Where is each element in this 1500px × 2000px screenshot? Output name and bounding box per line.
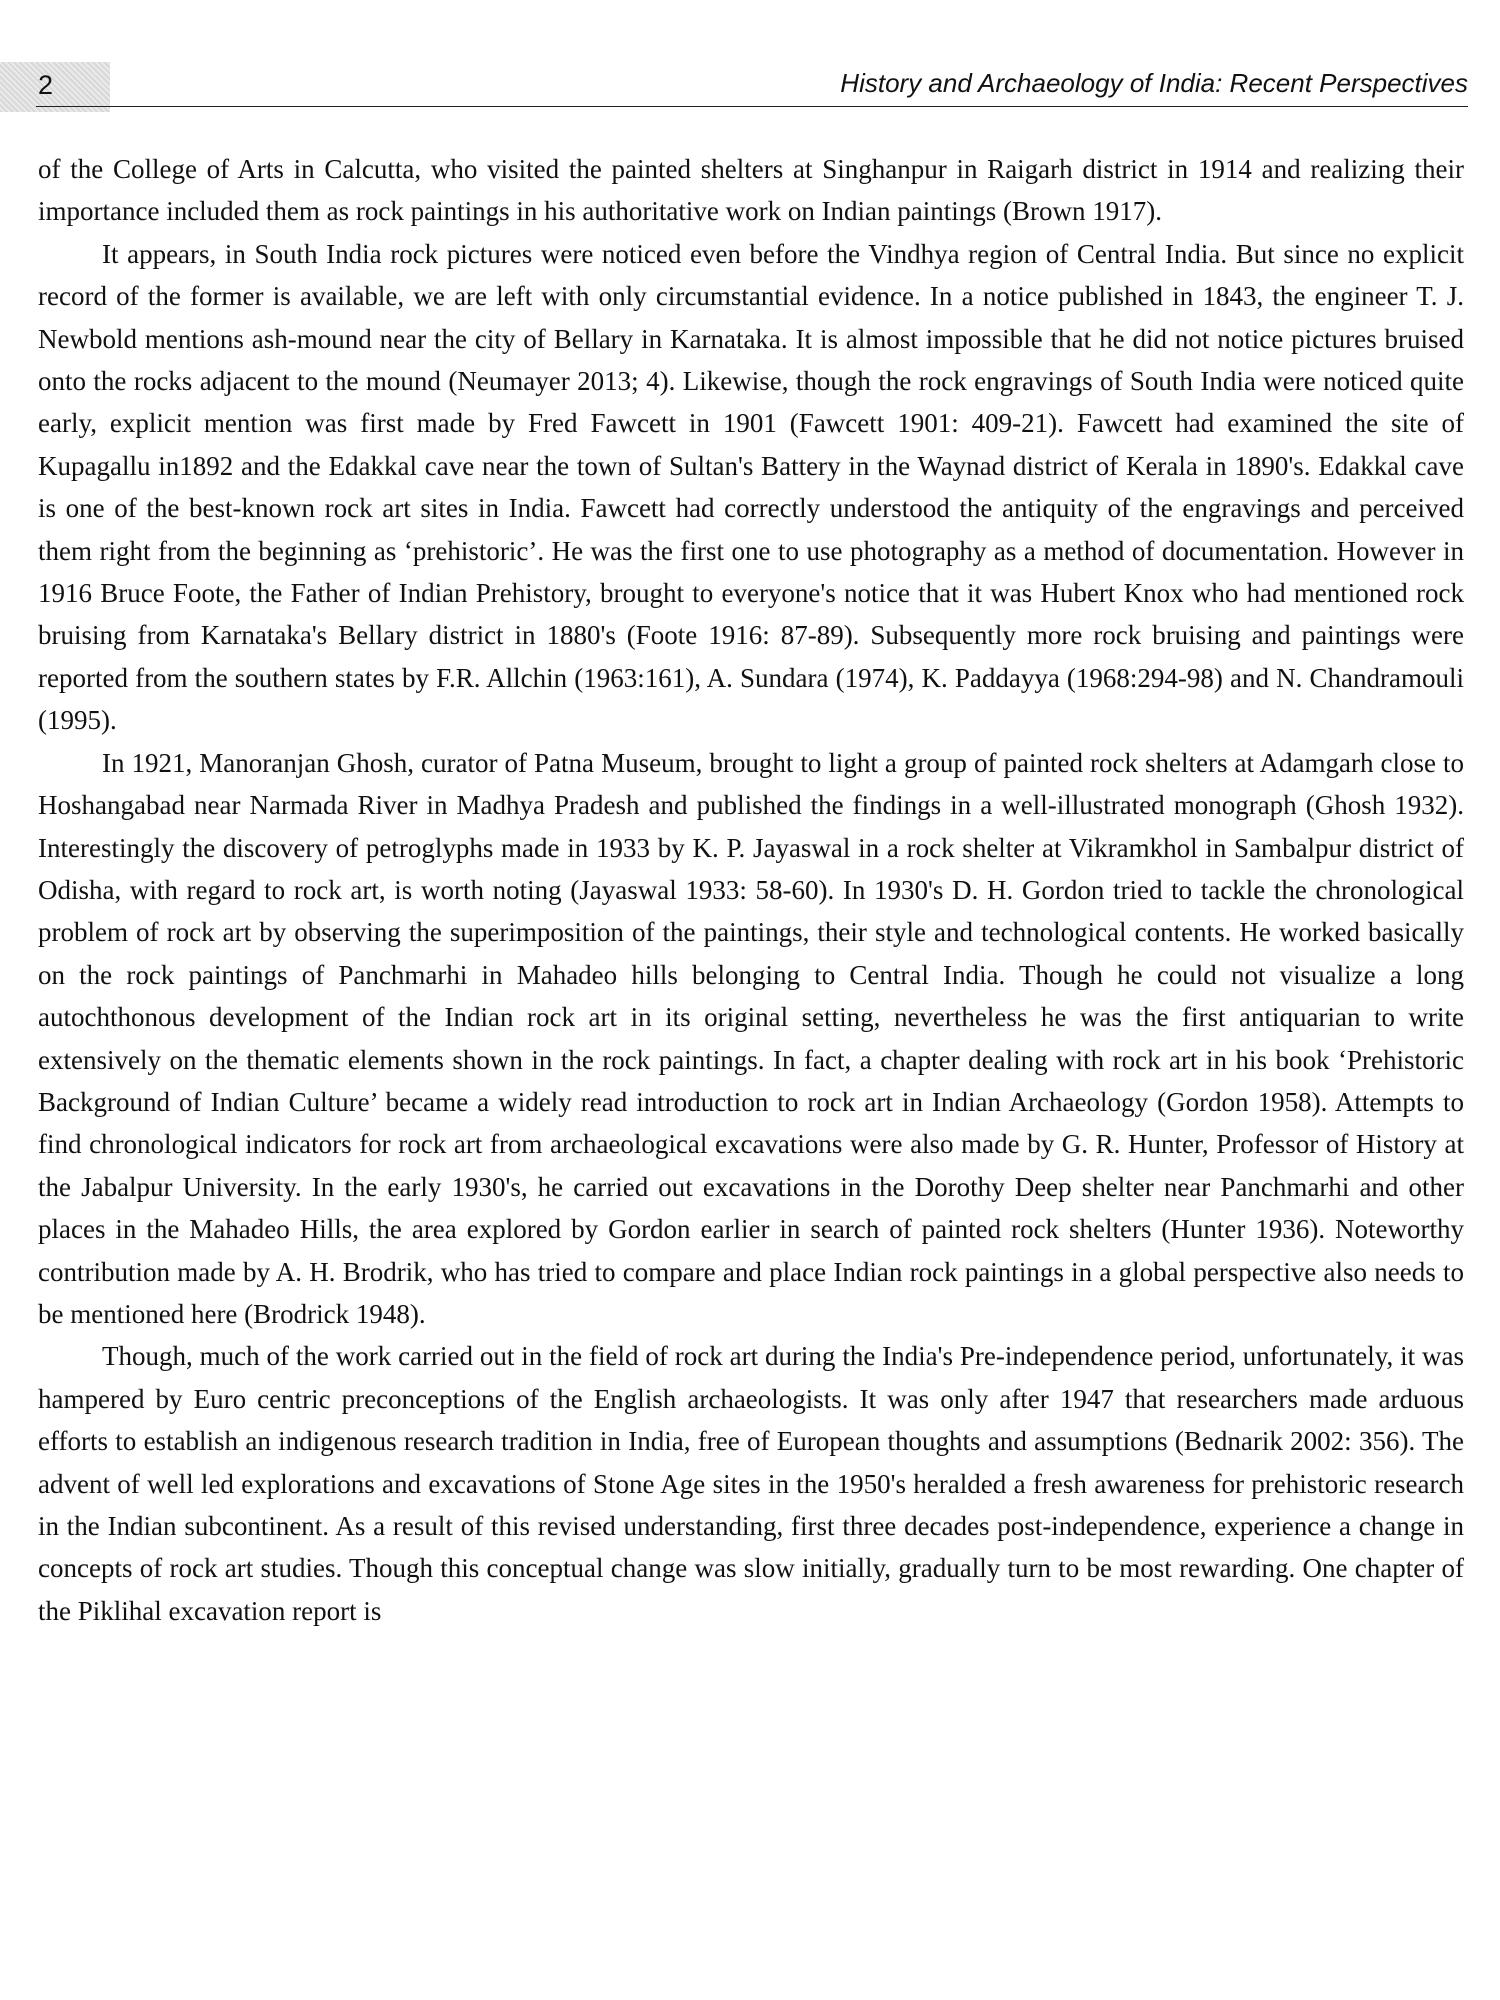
paragraph-south-india: It appears, in South India rock pictures were noticed even before the Vindhya region of Central India. But since no explicit record of the former is available, we are left with only circumstantial evidence. In a notice published in 1843, the engineer T. J. Newbold mentions ash-mound near the city of Bellary in Karnataka. It is almost impossible that he did not notice pictures bruised onto the rocks adjacent to the mound (Neumayer 2013; 4). Likewise, though the rock engravings of South India were noticed quite early, explicit mention was first made by Fred Fawcett in 1901 (Fawcett 1901: 409-21). Fawcett had examined the site of Kupagallu in1892 and the Edakkal cave near the town of Sultan's Battery in the Waynad district of Kerala in 1890's. Edakkal cave is one of the best-known rock art sites in India. Fawcett had correctly understood the antiquity of the engravings and perceived them right from the beginning as ‘prehistoric’. He was the first one to use photography as a method of documentation. However in 1916 Bruce Foote, the Father of Indian Prehistory, brought to everyone's notice that it was Hubert Knox who had mentioned rock bruising from Karnataka's Bellary district in 1880's (Foote 1916: 87-89). Subsequently more rock bruising and paintings were reported from the southern states by F.R. Allchin (1963:161), A. Sundara (1974), K. Paddayya (1968:294-98) and N. Chandramouli (1995). bbox=[38, 238, 1464, 736]
paragraph-post-independence: Though, much of the work carried out in the field of rock art during the India's Pre-independence period, unfortunately, it was hampered by Euro centric preconceptions of the English archaeologists. It was only after 1947 that researchers made arduous efforts to establish an indigenous research tradition in India, free of European thoughts and assumptions (Bednarik 2002: 356). The advent of well led explorations and excavations of Stone Age sites in the 1950's heralded a fresh awareness for prehistoric research in the Indian subcontinent. As a result of this revised understanding, first three decades post-independence, experience a change in concepts of rock art studies. Though this conceptual change was slow initially, gradually turn to be most rewarding. One chapter of the Piklihal excavation report is bbox=[38, 1341, 1464, 1626]
page-number: 2 bbox=[38, 70, 54, 100]
header-divider bbox=[36, 106, 1468, 107]
page-number-shading bbox=[0, 62, 110, 112]
body-text bbox=[38, 148, 1464, 1632]
running-head-title: History and Archaeology of India: Recent Perspectives bbox=[840, 68, 1468, 98]
paragraph-continuation: of the College of Arts in Calcutta, who visited the painted shelters at Singhanpur in Raigarh district in 1914 and realizing their importance included them as rock paintings in his authoritative work on Indian paintings (Brown 1917). bbox=[38, 154, 1464, 227]
paragraph-central-india: In 1921, Manoranjan Ghosh, curator of Patna Museum, brought to light a group of painted rock shelters at Adamgarh close to Hoshangabad near Narmada River in Madhya Pradesh and published the findings in a well-illustrated monograph (Ghosh 1932). Interestingly the discovery of petroglyphs made in 1933 by K. P. Jayaswal in a rock shelter at Vikramkhol in Sambalpur district of Odisha, with regard to rock art, is worth noting (Jayaswal 1933: 58-60). In 1930's D. H. Gordon tried to tackle the chronological problem of rock art by observing the superimposition of the paintings, their style and technological contents. He worked basically on the rock paintings of Panchmarhi in Mahadeo hills belonging to Central India. Though he could not visualize a long autochthonous development of the Indian rock art in its original setting, nevertheless he was the first antiquarian to write extensively on the thematic elements shown in the rock paintings. In fact, a chapter dealing with rock art in his book ‘Prehistoric Background of Indian Culture’ became a widely read introduction to rock art in Indian Archaeology (Gordon 1958). Attempts to find chronological indicators for rock art from archaeological excavations were also made by G. R. Hunter, Professor of History at the Jabalpur University. In the early 1930's, he carried out excavations in the Dorothy Deep shelter near Panchmarhi and other places in the Mahadeo Hills, the area explored by Gordon earlier in search of painted rock shelters (Hunter 1936). Noteworthy contribution made by A. H. Brodrik, who has tried to compare and place Indian rock paintings in a global perspective also needs to be mentioned here (Brodrick 1948). bbox=[38, 747, 1464, 1329]
